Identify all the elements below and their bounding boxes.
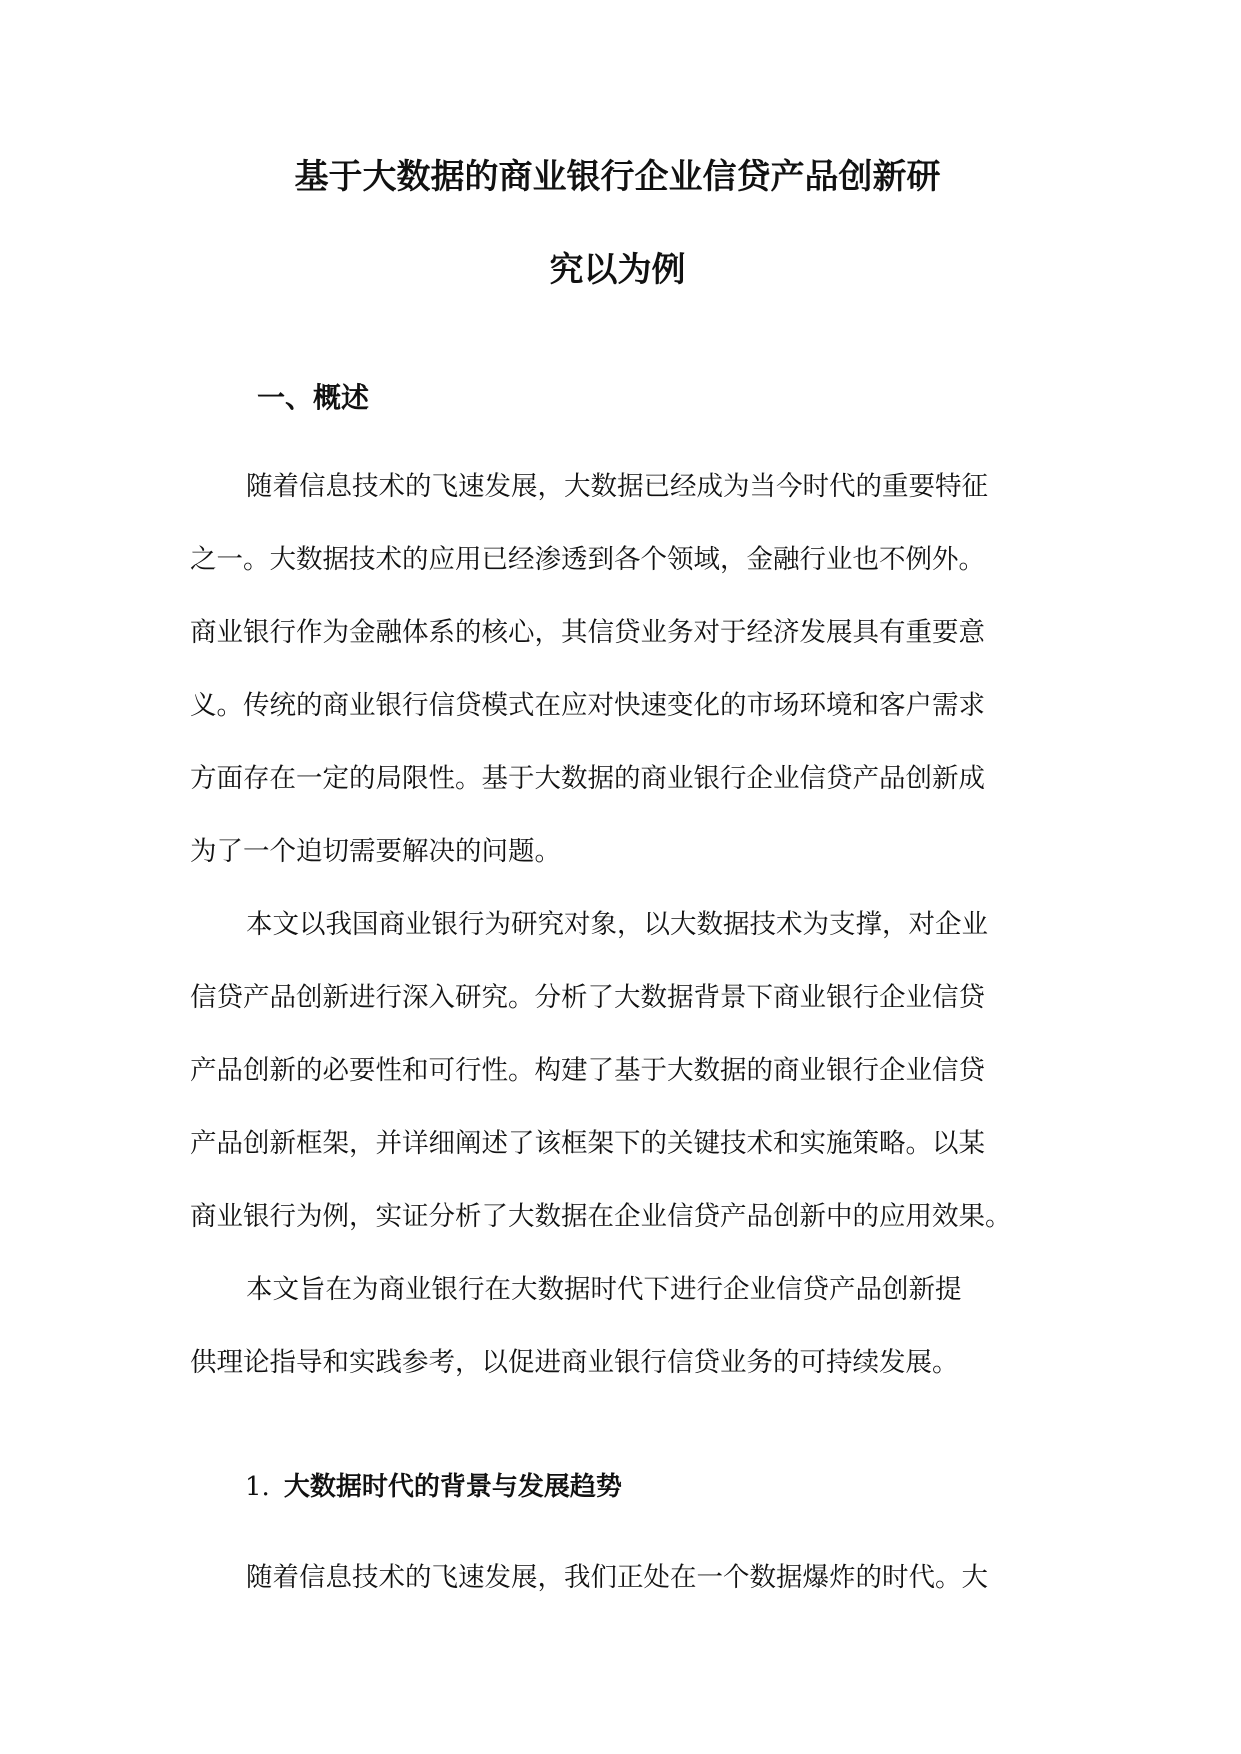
paragraph-line: 商业银行为例，实证分析了大数据在企业信贷产品创新中的应用效果。 [190,1201,1012,1232]
paragraph-line: 为了一个迫切需要解决的问题。 [190,836,561,867]
subsection-number: 1. [245,1472,270,1502]
paragraph-line: 本文以我国商业银行为研究对象，以大数据技术为支撑，对企业 [246,909,988,940]
paragraph-line: 本文旨在为商业银行在大数据时代下进行企业信贷产品创新提 [246,1274,962,1305]
paragraph-line: 商业银行作为金融体系的核心，其信贷业务对于经济发展具有重要意 [190,617,985,648]
paragraph-line: 之一。大数据技术的应用已经渗透到各个领域，金融行业也不例外。 [190,544,985,575]
section-heading: 一、概述 [257,381,370,414]
paragraph-line: 义。传统的商业银行信贷模式在应对快速变化的市场环境和客户需求 [190,690,985,721]
subsection-heading [245,1471,622,1503]
paragraph-line: 随着信息技术的飞速发展，大数据已经成为当今时代的重要特征 [246,471,988,502]
paragraph-line: 供理论指导和实践参考，以促进商业银行信贷业务的可持续发展。 [190,1347,959,1378]
paragraph-line: 随着信息技术的飞速发展，我们正处在一个数据爆炸的时代。大 [246,1562,988,1593]
document-title-line-1: 基于大数据的商业银行企业信贷产品创新研 [294,157,941,197]
subsection-heading-text: 大数据时代的背景与发展趋势 [283,1472,622,1502]
paragraph-line: 信贷产品创新进行深入研究。分析了大数据背景下商业银行企业信贷 [190,982,985,1013]
paragraph-line: 方面存在一定的局限性。基于大数据的商业银行企业信贷产品创新成 [190,763,985,794]
document-title-line-2: 究以为例 [549,250,686,290]
paragraph-line: 产品创新框架，并详细阐述了该框架下的关键技术和实施策略。以某 [190,1128,985,1159]
paragraph-line: 产品创新的必要性和可行性。构建了基于大数据的商业银行企业信贷 [190,1055,985,1086]
